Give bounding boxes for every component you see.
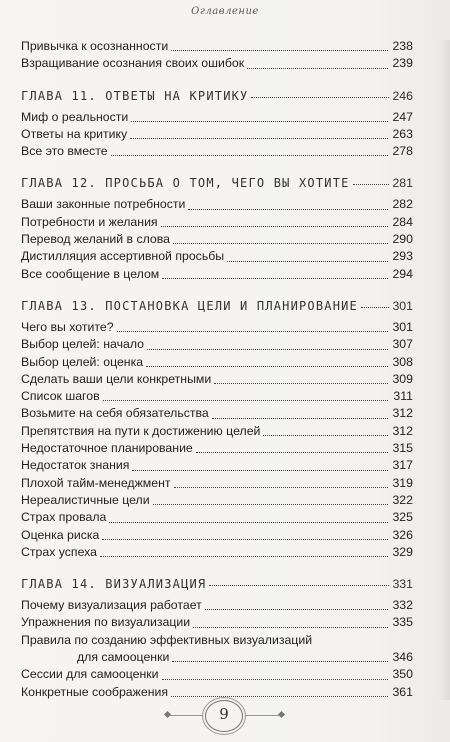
toc-entry-page: 312 — [392, 423, 413, 438]
page-edge-shadow — [438, 40, 450, 700]
toc-entry-title: Чего вы хотите? — [21, 319, 114, 334]
toc-entry-title: Оценка риска — [21, 527, 100, 542]
dot-leader — [209, 585, 389, 586]
toc-entry-title: Миф о реальности — [21, 109, 129, 124]
toc-entry[interactable] — [21, 492, 413, 509]
dot-leader — [171, 50, 388, 51]
table-of-contents — [21, 38, 413, 701]
toc-entry-title: Возьмите на себя обязательства — [21, 406, 209, 421]
toc-entry-page: 311 — [393, 389, 413, 404]
dot-leader — [111, 155, 388, 156]
dot-leader — [162, 278, 388, 279]
toc-entry-title: Перевод желаний в слова — [21, 232, 171, 247]
dot-leader — [172, 661, 388, 662]
dot-leader — [103, 400, 388, 401]
toc-entry-title: Почему визуализация работает — [21, 598, 202, 613]
toc-entry-title: Все это вместе — [21, 144, 108, 159]
toc-entry-page: 361 — [392, 684, 413, 699]
footer-diamond-right-icon — [278, 711, 285, 718]
dot-leader — [212, 418, 388, 419]
dot-leader — [131, 121, 388, 122]
dot-leader — [247, 68, 388, 69]
toc-entry-page: 247 — [392, 109, 413, 124]
toc-entry-title: Недостаточное планирование — [21, 441, 193, 456]
toc-entry-page: 301 — [392, 319, 413, 334]
dot-leader — [117, 331, 388, 332]
toc-entry-title: Недостаток знания — [21, 458, 130, 473]
toc-entry-title: Выбор целей: оценка — [21, 354, 144, 369]
dot-leader — [102, 539, 388, 540]
dot-leader — [188, 209, 388, 210]
dot-leader — [353, 184, 390, 185]
toc-entry-title: Все сообщение в целом — [21, 266, 160, 281]
toc-entry-page: 290 — [392, 232, 413, 247]
toc-entry-title: Привычка к осознанности — [21, 39, 169, 53]
toc-entry-page: 325 — [392, 510, 413, 525]
footer-rule-left — [168, 715, 202, 716]
toc-entry[interactable] — [21, 126, 413, 143]
toc-entry[interactable] — [21, 143, 413, 160]
toc-entry-page: 315 — [392, 441, 413, 456]
toc-entry-page: 308 — [392, 354, 413, 369]
toc-entry-page: 294 — [392, 266, 413, 281]
toc-entry-page: 346 — [392, 650, 413, 665]
dot-leader — [205, 609, 388, 610]
toc-entry-page: 350 — [392, 667, 413, 682]
toc-entry[interactable] — [21, 319, 413, 336]
toc-entry[interactable] — [21, 55, 413, 72]
dot-leader — [214, 383, 388, 384]
toc-entry-continuation — [21, 649, 413, 666]
toc-entry-title: Препятствия на пути к достижению целей — [21, 423, 261, 438]
toc-entry-page: 309 — [392, 371, 413, 386]
toc-entry-page: 263 — [392, 126, 413, 141]
chapter-page: 281 — [392, 176, 413, 191]
toc-entry[interactable] — [21, 440, 413, 457]
dot-leader — [161, 226, 388, 227]
page-footer — [0, 700, 450, 730]
toc-entry[interactable] — [21, 38, 413, 55]
toc-entry[interactable] — [21, 614, 413, 631]
toc-entry[interactable] — [21, 388, 413, 405]
chapter-title: ГЛАВА 12. ПРОСЬБА О ТОМ, ЧЕГО ВЫ ХОТИТЕ — [21, 176, 350, 191]
toc-entry-page: 335 — [392, 615, 413, 630]
chapter-heading[interactable] — [21, 291, 413, 313]
toc-entry-page: 278 — [392, 144, 413, 159]
footer-diamond-left-icon — [164, 711, 171, 718]
toc-entry-page: 322 — [392, 492, 413, 507]
toc-entry[interactable] — [21, 248, 413, 265]
toc-entry-page: 326 — [392, 527, 413, 542]
toc-entry-page: 238 — [392, 39, 413, 53]
toc-entry-title: Упражнения по визуализации — [21, 615, 191, 630]
toc-entry[interactable] — [21, 196, 413, 213]
toc-entry[interactable] — [21, 475, 413, 492]
dot-leader — [193, 627, 388, 628]
toc-entry[interactable] — [21, 509, 413, 526]
toc-entry[interactable] — [21, 231, 413, 248]
page-number: 9 — [219, 705, 229, 723]
toc-entry-title: Список шагов — [21, 389, 100, 404]
dot-leader — [109, 522, 388, 523]
chapter-page: 301 — [392, 298, 413, 313]
dot-leader — [100, 556, 388, 557]
toc-entry[interactable] — [21, 632, 413, 667]
dot-leader — [130, 138, 388, 139]
toc-entry-page: 332 — [392, 598, 413, 613]
toc-entry-title: Ответы на критику — [21, 126, 128, 141]
toc-entry[interactable] — [21, 354, 413, 371]
dot-leader — [147, 349, 388, 350]
toc-entry-title: Взращивание осознания своих ошибок — [21, 56, 245, 71]
running-header: Оглавление — [191, 6, 259, 17]
chapter-page: 246 — [392, 88, 413, 103]
chapter-page: 331 — [392, 577, 413, 592]
dot-leader — [171, 696, 388, 697]
dot-leader — [153, 504, 388, 505]
dot-leader — [361, 307, 389, 308]
dot-leader — [174, 487, 388, 488]
toc-entry-title: Выбор целей: начало — [21, 337, 144, 352]
toc-entry[interactable] — [21, 214, 413, 231]
toc-entry-title: Плохой тайм-менеджмент — [21, 475, 171, 490]
dot-leader — [196, 452, 388, 453]
toc-entry[interactable] — [21, 457, 413, 474]
dot-leader — [173, 243, 388, 244]
toc-entry-title: Правила по созданию эффективных визуализаций — [21, 632, 313, 647]
chapter-title: ГЛАВА 14. ВИЗУАЛИЗАЦИЯ — [21, 577, 207, 592]
toc-entry[interactable] — [21, 423, 413, 440]
toc-entry-title: Страх провала — [21, 510, 107, 525]
toc-entry-page: 284 — [392, 214, 413, 229]
toc-entry[interactable] — [21, 266, 413, 283]
chapter-heading[interactable] — [21, 81, 413, 103]
chapter-title: ГЛАВА 11. ОТВЕТЫ НА КРИТИКУ — [21, 88, 249, 103]
toc-entry-title: Дистилляция ассертивной просьбы — [21, 249, 225, 264]
toc-entry-page: 319 — [392, 475, 413, 490]
toc-entry-page: 312 — [392, 406, 413, 421]
dot-leader — [263, 435, 388, 436]
toc-entry-title: Сделать ваши цели конкретными — [21, 371, 212, 386]
toc-entry[interactable] — [21, 684, 413, 701]
toc-entry-title: Потребности и желания — [21, 214, 158, 229]
chapter-heading[interactable] — [21, 569, 413, 591]
toc-entry[interactable] — [21, 109, 413, 126]
toc-entry[interactable] — [21, 371, 413, 388]
toc-entry-title: Сессии для самооценки — [21, 667, 159, 682]
toc-entry-page: 317 — [392, 458, 413, 473]
chapter-heading[interactable] — [21, 168, 413, 190]
toc-entry-page: 239 — [392, 56, 413, 71]
dot-leader — [146, 366, 388, 367]
toc-entry[interactable] — [21, 597, 413, 614]
toc-entry[interactable] — [21, 527, 413, 544]
toc-entry-title: Страх успеха — [21, 544, 97, 559]
toc-entry-page: 293 — [392, 249, 413, 264]
toc-entry-title: Конкретные соображения — [21, 684, 169, 699]
dot-leader — [162, 679, 389, 680]
chapter-title: ГЛАВА 13. ПОСТАНОВКА ЦЕЛИ И ПЛАНИРОВАНИЕ — [21, 298, 358, 313]
toc-entry-title: Ваши законные потребности — [21, 197, 186, 212]
toc-entry[interactable] — [21, 544, 413, 561]
toc-entry-page: 282 — [392, 197, 413, 212]
toc-entry-page: 307 — [392, 337, 413, 352]
toc-entry[interactable] — [21, 666, 413, 683]
dot-leader — [251, 97, 389, 98]
dot-leader — [132, 470, 388, 471]
footer-rule-right — [246, 715, 280, 716]
dot-leader — [227, 261, 388, 262]
toc-entry[interactable] — [21, 405, 413, 422]
toc-entry[interactable] — [21, 336, 413, 353]
toc-entry-title: Нереалистичные цели — [21, 492, 150, 507]
toc-entry-page: 329 — [392, 544, 413, 559]
toc-entry-title-continuation: для самооценки — [77, 650, 170, 665]
